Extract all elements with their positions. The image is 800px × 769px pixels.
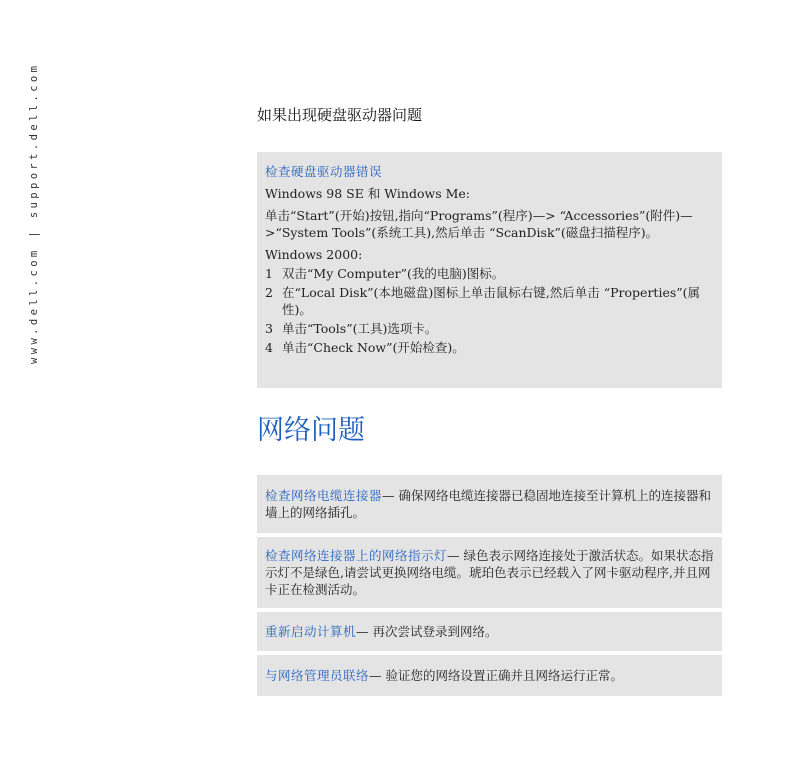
network-tip-panel — [257, 655, 722, 696]
hdd-check-panel — [257, 152, 722, 388]
step-text: 双击“My Computer”(我的电脑)图标。 — [282, 266, 505, 281]
tip-heading: 重新启动计算机 — [265, 624, 357, 639]
step-item — [265, 284, 714, 318]
side-url-text-container — [28, 62, 42, 372]
tip-heading: 与网络管理员联络 — [265, 668, 370, 683]
step-item — [265, 320, 714, 337]
step-number: 2 — [265, 285, 273, 300]
step-number: 4 — [265, 340, 273, 355]
step-text: 在“Local Disk”(本地磁盘)图标上单击鼠标右键,然后单击 “Properties”(属性)。 — [282, 285, 701, 317]
hdd-section-title: 如果出现硬盘驱动器问题 — [257, 106, 423, 124]
network-tip-panel — [257, 612, 722, 651]
win2000-label: Windows 2000: — [265, 247, 363, 262]
network-tip-panel — [257, 537, 722, 608]
step-text: 单击“Tools”(工具)选项卡。 — [282, 321, 438, 336]
hdd-panel-heading: 检查硬盘驱动器错误 — [265, 164, 383, 179]
step-number: 1 — [265, 266, 273, 281]
tip-text: — 再次尝试登录到网络。 — [356, 624, 498, 639]
network-tip-panel — [257, 475, 722, 533]
tip-heading: 检查网络电缆连接器 — [265, 488, 383, 503]
tip-heading: 检查网络连接器上的网络指示灯 — [265, 548, 448, 563]
win98-label: Windows 98 SE 和 Windows Me: — [265, 186, 471, 201]
tip-text: — 绿色表示网络连接处于激活状态。如果状态指示灯不是绿色,请尝试更换网络电缆。琥珀色表示已经载入了网卡驱动程序,并且网卡正在检测活动。 — [265, 548, 714, 597]
network-section-title: 网络问题 — [257, 415, 365, 446]
tip-text: — 确保网络电缆连接器已稳固地连接至计算机上的连接器和墙上的网络插孔。 — [265, 488, 711, 520]
step-text: 单击“Check Now”(开始检查)。 — [282, 340, 465, 355]
step-item — [265, 265, 714, 282]
step-item — [265, 339, 714, 356]
step-number: 3 — [265, 321, 273, 336]
side-url-text: www.dell.com | support.dell.com — [28, 62, 40, 364]
tip-text: — 验证您的网络设置正确并且网络运行正常。 — [369, 668, 623, 683]
win98-instructions: 单击“Start”(开始)按钮,指向“Programs”(程序)—> “Accessories”(附件)—>“System Tools”(系统工具),然后单击 “ScanDisk”(磁盘扫描程序)。 — [265, 208, 693, 240]
